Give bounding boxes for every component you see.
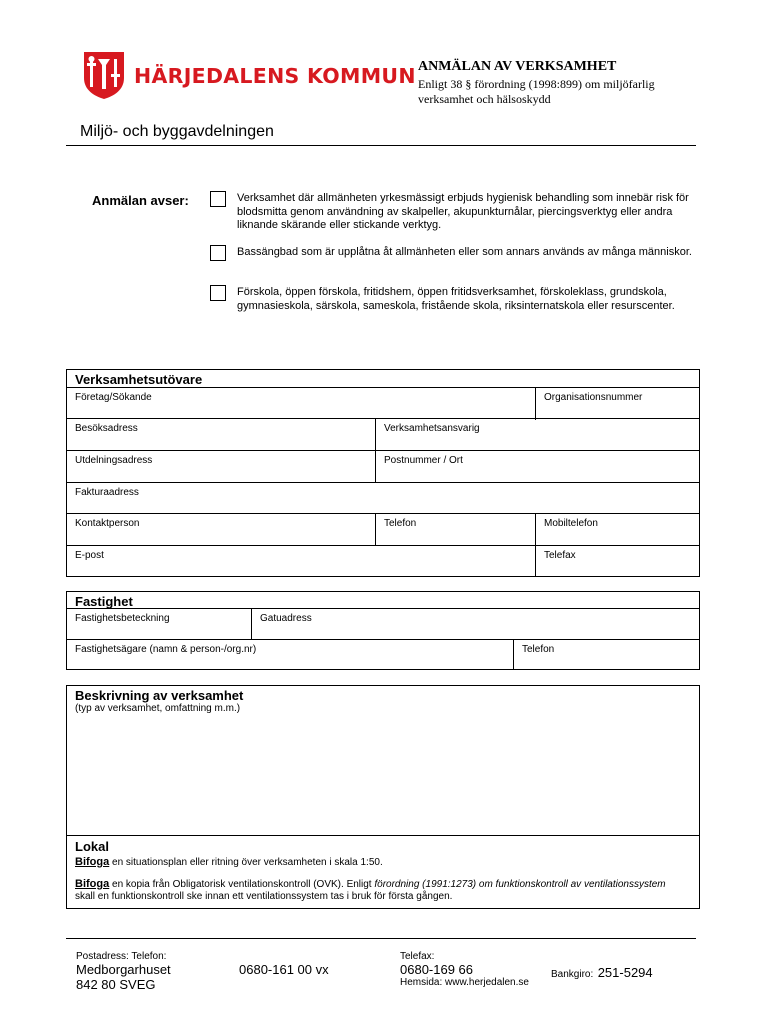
field-label: Fastighetsägare (namn & person-/org.nr) (75, 644, 257, 655)
bifoga-text: en situationsplan eller ritning över verksamheten i skala 1:50. (112, 857, 383, 868)
avser-checkbox-skola[interactable] (210, 285, 226, 301)
row-besoksadress (67, 418, 699, 450)
field-fastighet-telefon[interactable] (513, 640, 699, 669)
field-epost[interactable] (67, 546, 535, 576)
avser-option-text: Verksamhet där allmänheten yrkesmässigt erbjuds hygienisk behandling som innebär risk för blodsmitta genom användning av skalpeller, akupunkturnålar, piercingsverktyg eller andra liknande skärande eller stickande verktyg. (237, 192, 689, 231)
section-fastighet (66, 591, 700, 670)
footer-hemsida: Hemsida: www.herjedalen.se (400, 977, 529, 988)
postadress-label: Postadress: (76, 951, 129, 962)
field-label: Telefax (544, 550, 576, 561)
coat-of-arms-icon (82, 50, 126, 100)
footer-telefax: 0680-169 66 (400, 962, 474, 977)
telefax-label: Telefax: (400, 951, 435, 962)
field-label: E-post (75, 550, 104, 561)
field-label: Fakturaadress (75, 487, 139, 498)
footer-bankgiro (551, 964, 653, 982)
field-label: Mobiltelefon (544, 518, 598, 529)
footer-labels (76, 951, 166, 962)
bifoga-text-continued: skall en funktionskontroll ske innan ett ventilationssystem tas i bruk för första gången. (75, 891, 453, 902)
section-beskrivning-lokal (66, 685, 700, 909)
field-label: Verksamhetsansvarig (384, 423, 480, 434)
field-foretag[interactable] (67, 388, 535, 420)
telefon-label: Telefon: (131, 951, 167, 962)
lokal-bifoga-ovk (75, 878, 700, 903)
section-title: Fastighet (75, 594, 133, 609)
field-mobiltelefon[interactable] (535, 514, 699, 545)
section-verksamhetsutovare (66, 369, 700, 577)
bankgiro-value: 251-5294 (597, 965, 653, 980)
field-label: Besöksadress (75, 423, 138, 434)
section-title: Lokal (75, 839, 109, 854)
bifoga-label: Bifoga (75, 878, 110, 890)
row-fakturaadress (67, 482, 699, 513)
department-name: Miljö- och byggavdelningen (80, 123, 274, 140)
row-kontakt (67, 513, 699, 545)
footer-address-line2: 842 80 SVEG (76, 977, 156, 992)
field-label: Utdelningsadress (75, 455, 153, 466)
section-subtitle: (typ av verksamhet, omfattning m.m.) (75, 703, 241, 714)
avser-label: Anmälan avser: (92, 193, 189, 208)
field-fastighetsbeteckning[interactable] (67, 609, 251, 639)
header-divider (66, 145, 696, 146)
row-fastighet (67, 608, 699, 639)
bankgiro-label: Bankgiro: (551, 969, 594, 980)
field-orgnr[interactable] (535, 388, 699, 420)
field-utdelningsadress[interactable] (67, 451, 375, 482)
subsection-lokal (67, 835, 699, 908)
field-besoksadress[interactable] (67, 419, 375, 450)
field-postnummer-ort[interactable] (375, 451, 699, 482)
form-heading (418, 58, 718, 107)
row-utdelningsadress (67, 450, 699, 482)
row-foretag (67, 387, 699, 420)
avser-checkbox-bassangbad[interactable] (210, 245, 226, 261)
lokal-bifoga-situationsplan (75, 856, 700, 869)
form-subtitle-line1: Enligt 38 § förordning (1998:899) om miljöfarlig (418, 77, 655, 91)
section-title: Verksamhetsutövare (75, 372, 203, 387)
field-label: Organisationsnummer (544, 392, 643, 403)
section-title: Beskrivning av verksamhet (75, 688, 244, 703)
bifoga-text: en kopia från Obligatorisk ventilationskontroll (OVK). Enligt (112, 879, 372, 890)
field-label: Telefon (384, 518, 417, 529)
municipality-logo (82, 50, 416, 100)
footer-telefon: 0680-161 00 vx (239, 962, 329, 977)
avser-checkbox-behandling[interactable] (210, 191, 226, 207)
field-beskrivning[interactable] (67, 716, 699, 834)
footer-address-line1: Medborgarhuset (76, 962, 171, 977)
logo-text: HÄRJEDALENS KOMMUN (134, 64, 416, 88)
bifoga-text-italic: förordning (1991:1273) om funktionskontroll av ventilationssystem (374, 879, 666, 890)
field-label: Postnummer / Ort (384, 455, 463, 466)
field-gatuadress[interactable] (251, 609, 699, 639)
form-subtitle (418, 77, 718, 107)
avser-option-text: Förskola, öppen förskola, fritidshem, öppen fritidsverksamhet, förskoleklass, grundskola, gymnasieskola, särskola, sameskola, fristående skola, riksinternatskola eller resurscenter. (237, 286, 675, 312)
form-title: ANMÄLAN AV VERKSAMHET (418, 59, 617, 74)
field-label: Fastighetsbeteckning (75, 613, 170, 624)
avser-option-text: Bassängbad som är upplåtna åt allmänheten eller som annars används av många människor. (237, 246, 692, 258)
field-label: Gatuadress (260, 613, 312, 624)
field-label: Telefon (522, 644, 555, 655)
field-label: Kontaktperson (75, 518, 140, 529)
field-verksamhetsansvarig[interactable] (375, 419, 699, 450)
row-fastighetsagare (67, 639, 699, 669)
form-subtitle-line2: verksamhet och hälsoskydd (418, 92, 551, 106)
field-telefon[interactable] (375, 514, 535, 545)
field-fastighetsagare[interactable] (67, 640, 513, 669)
footer-divider (66, 938, 696, 939)
bifoga-label: Bifoga (75, 856, 110, 868)
field-fakturaadress[interactable] (67, 483, 699, 513)
field-kontaktperson[interactable] (67, 514, 375, 545)
row-epost (67, 545, 699, 576)
field-label: Företag/Sökande (75, 392, 152, 403)
field-telefax[interactable] (535, 546, 699, 576)
